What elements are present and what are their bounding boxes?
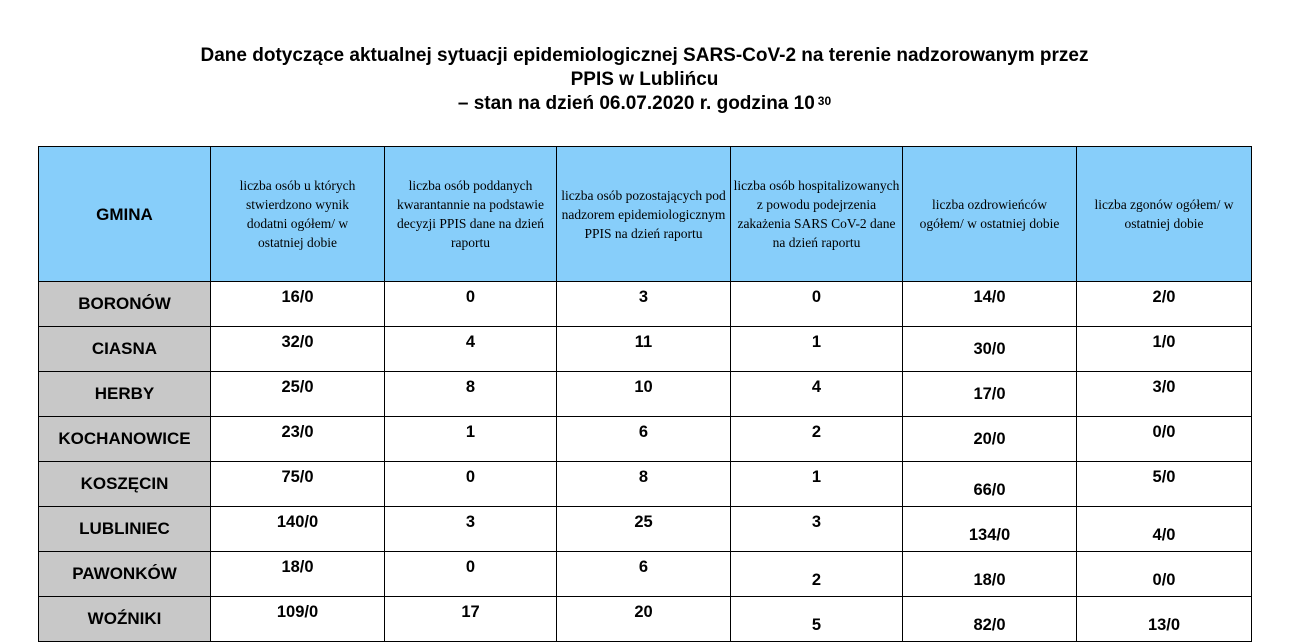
cell-deaths: 5/0 (1077, 462, 1252, 507)
cell-positive: 25/0 (211, 372, 385, 417)
cell-quarantine: 0 (385, 282, 557, 327)
cell-positive: 32/0 (211, 327, 385, 372)
header-gmina: GMINA (39, 147, 211, 282)
cell-hospitalized: 1 (731, 327, 903, 372)
cell-deaths: 2/0 (1077, 282, 1252, 327)
cell-quarantine: 4 (385, 327, 557, 372)
header-positive-cases: liczba osób u których stwierdzono wynik dodatni ogółem/ w ostatniej dobie (211, 147, 385, 282)
title-line-3 (0, 92, 1289, 116)
cell-hospitalized: 4 (731, 372, 903, 417)
cell-recovered: 18/0 (903, 552, 1077, 597)
cell-gmina: HERBY (39, 372, 211, 417)
table-row (39, 282, 1252, 327)
cell-positive: 75/0 (211, 462, 385, 507)
cell-deaths: 0/0 (1077, 417, 1252, 462)
cell-recovered: 82/0 (903, 597, 1077, 642)
cell-quarantine: 0 (385, 552, 557, 597)
cell-recovered: 66/0 (903, 462, 1077, 507)
cell-quarantine: 1 (385, 417, 557, 462)
header-quarantine: liczba osób poddanych kwarantannie na podstawie decyzji PPIS dane na dzień raportu (385, 147, 557, 282)
cell-deaths: 3/0 (1077, 372, 1252, 417)
header-hospitalized: liczba osób hospitalizowanych z powodu podejrzenia zakażenia SARS CoV-2 dane na dzień raportu (731, 147, 903, 282)
table-header-row (39, 147, 1252, 282)
table-row (39, 507, 1252, 552)
header-recovered: liczba ozdrowieńców ogółem/ w ostatniej dobie (903, 147, 1077, 282)
cell-quarantine: 17 (385, 597, 557, 642)
cell-gmina: KOSZĘCIN (39, 462, 211, 507)
cell-recovered: 134/0 (903, 507, 1077, 552)
header-surveillance: liczba osób pozostających pod nadzorem epidemiologicznym PPIS na dzień raportu (557, 147, 731, 282)
cell-recovered: 30/0 (903, 327, 1077, 372)
cell-quarantine: 3 (385, 507, 557, 552)
cell-recovered: 20/0 (903, 417, 1077, 462)
cell-deaths: 0/0 (1077, 552, 1252, 597)
cell-positive: 18/0 (211, 552, 385, 597)
cell-surveillance: 11 (557, 327, 731, 372)
cell-gmina: WOŹNIKI (39, 597, 211, 642)
table-row (39, 462, 1252, 507)
table-row (39, 327, 1252, 372)
table-row (39, 372, 1252, 417)
title-time-superscript: 30 (817, 94, 832, 108)
page-title (0, 44, 1289, 116)
cell-recovered: 14/0 (903, 282, 1077, 327)
cell-gmina: PAWONKÓW (39, 552, 211, 597)
cell-surveillance: 20 (557, 597, 731, 642)
header-deaths: liczba zgonów ogółem/ w ostatniej dobie (1077, 147, 1252, 282)
epidemiological-data-table (38, 146, 1252, 642)
cell-surveillance: 10 (557, 372, 731, 417)
cell-positive: 140/0 (211, 507, 385, 552)
cell-hospitalized: 1 (731, 462, 903, 507)
cell-positive: 23/0 (211, 417, 385, 462)
cell-surveillance: 3 (557, 282, 731, 327)
table-row (39, 417, 1252, 462)
cell-gmina: LUBLINIEC (39, 507, 211, 552)
cell-positive: 16/0 (211, 282, 385, 327)
cell-gmina: KOCHANOWICE (39, 417, 211, 462)
title-line-1: Dane dotyczące aktualnej sytuacji epidemiologicznej SARS-CoV-2 na terenie nadzorowanym przez (200, 45, 1089, 66)
cell-surveillance: 25 (557, 507, 731, 552)
cell-surveillance: 8 (557, 462, 731, 507)
title-line-2: PPIS w Lublińcu (570, 69, 719, 90)
cell-quarantine: 0 (385, 462, 557, 507)
cell-hospitalized: 2 (731, 417, 903, 462)
cell-hospitalized: 2 (731, 552, 903, 597)
table-row (39, 597, 1252, 642)
cell-positive: 109/0 (211, 597, 385, 642)
title-date-text: – stan na dzień 06.07.2020 r. godzina 10 (457, 93, 815, 114)
cell-surveillance: 6 (557, 417, 731, 462)
cell-hospitalized: 0 (731, 282, 903, 327)
cell-gmina: CIASNA (39, 327, 211, 372)
cell-deaths: 13/0 (1077, 597, 1252, 642)
cell-hospitalized: 5 (731, 597, 903, 642)
cell-gmina: BORONÓW (39, 282, 211, 327)
cell-hospitalized: 3 (731, 507, 903, 552)
table-row (39, 552, 1252, 597)
cell-recovered: 17/0 (903, 372, 1077, 417)
cell-deaths: 1/0 (1077, 327, 1252, 372)
cell-deaths: 4/0 (1077, 507, 1252, 552)
cell-surveillance: 6 (557, 552, 731, 597)
cell-quarantine: 8 (385, 372, 557, 417)
